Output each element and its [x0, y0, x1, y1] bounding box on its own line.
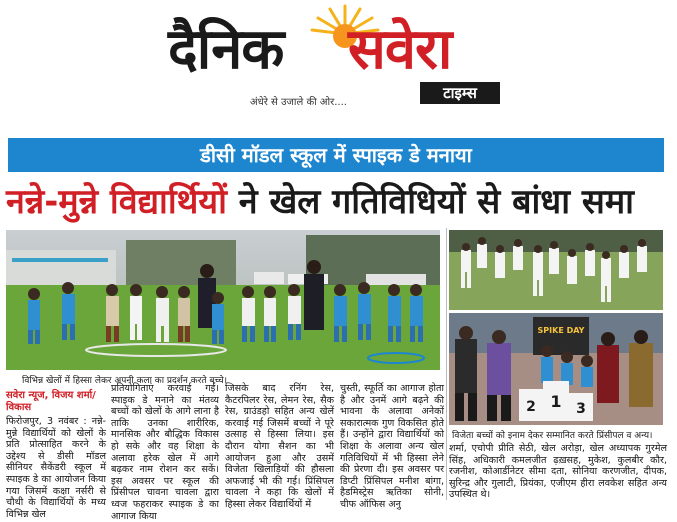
headline-black-part: ने खेल गतिविधियों से बांधा समा — [226, 182, 634, 222]
spike-day-banner: SPIKE DAY — [537, 326, 585, 335]
article-column-3: जिसके बाद रनिंग रेस, कैटरपिलर रेस, लेमन रेस, सैक रेस, ग्राउंडहो सहित अन्य खेलें करवाई गई जिसमें बच्चों ने पूरे उत्साह से हिस्सा लिया। इस दौरान योगा सैशन का भी आयोजन हुआ और उसमें विजेता खिलाड़ियों की हौसला अफजाई भी की गई। प्रिंसिपल चावला ने कहा कि खेलों में हिस्सा लेकर विद्यार्थियों में — [225, 383, 334, 510]
main-headline — [6, 176, 672, 228]
headline-red-part: नन्ने-मुन्ने विद्यार्थियों — [6, 182, 227, 222]
masthead-tagline: अंधेरे से उजाले की ओर.... — [250, 97, 347, 108]
column-divider — [446, 228, 447, 500]
photo-karate-children — [449, 230, 663, 310]
podium-number-3: 3 — [576, 401, 586, 417]
masthead-title-right: सवेरा — [348, 16, 452, 82]
podium-number-1: 1 — [550, 392, 562, 411]
article-column-4: चुस्ती, स्फूर्ति का आगाज होता है और उनमें आगे बढ़ने की भावना के अलावा अनेकों सकारात्मक गुण विकसित होते हैं। उन्होंने द्वारा विद्यार्थियों को शिक्षा के अलावा अन्य खेल गतिविधियों में भी हिस्सा लेने की प्रेरणा दी। इस अवसर पर डिप्टी प्रिंसिपल मनीश बांगा, हैडमिस्ट्रेस ऋतिका सोनी, चीफ ऑफिस अनु — [340, 383, 444, 510]
main-photo-children-sports — [6, 230, 440, 370]
masthead — [0, 0, 677, 135]
subheadline-bar: डीसी मॉडल स्कूल में स्पाइक डे मनाया — [8, 138, 664, 172]
masthead-title-left: दैनिक — [168, 16, 284, 82]
article-column-1: फिरोजपुर, 3 नवंबर : नन्ने-मुन्ने विद्यार्थियों को खेलों के प्रति प्रोत्साहित करने के उद्देश्य से डीसी मॉडल सीनियर सैकेंडरी स्कूल में स्पाइक डे का आयोजन किया गया जिसमें कक्षा नर्सरी से चौथी के विद्यार्थियों के मध्य विभिन्न खेल — [6, 416, 106, 520]
article-column-5: शर्मा, एचोपी प्रीति सेठी, खेल अरोड़ा, खेल अध्यापक गुरमेल सिंह, अधिकारी कमलजीत ढ़ख़सह, मुकेश, कुलबीर कौर, रजनीश, कोआर्डीनेटर सीमा दता, सोनिया करणजीत, दीपक, सुरिन्द्र और गुलाटी, प्रियंका, एजीएम हीरा लवकेश सहित अन्य उपस्थित थे। — [449, 443, 667, 501]
photo-prize-podium — [449, 313, 663, 425]
main-photo-caption: विभिन्न खेलों में हिस्सा लेकर अपनी कला का प्रदर्शन करते बच्चे। — [22, 376, 228, 386]
article-column-2: प्रतियोगिताएं करवाई गईं। स्पाइक डे मनाने का मंतव्य बच्चों को खेलों के आगे लाना है ताकि उनका शारीरिक, मानसिक और बौद्धिक विकास हो सके और वह शिक्षा के अलावा हरेक खेल में आगे बढ़कर नाम रोशन कर सकें। इस अवसर पर स्कूल की प्रिंसीपल चावना चावला द्वारा ध्वज फहराकर स्पाइक डे का आगाज किया — [111, 383, 219, 522]
masthead-edition: टाइम्स — [420, 82, 500, 104]
byline: सवेरा न्यूज, विजय शर्मा/विकास — [6, 390, 96, 413]
winners-photo-caption: विजेता बच्चों को इनाम देकर सम्मानित करते प्रिंसीपल व अन्य। — [452, 431, 653, 441]
podium-number-2: 2 — [526, 399, 536, 415]
